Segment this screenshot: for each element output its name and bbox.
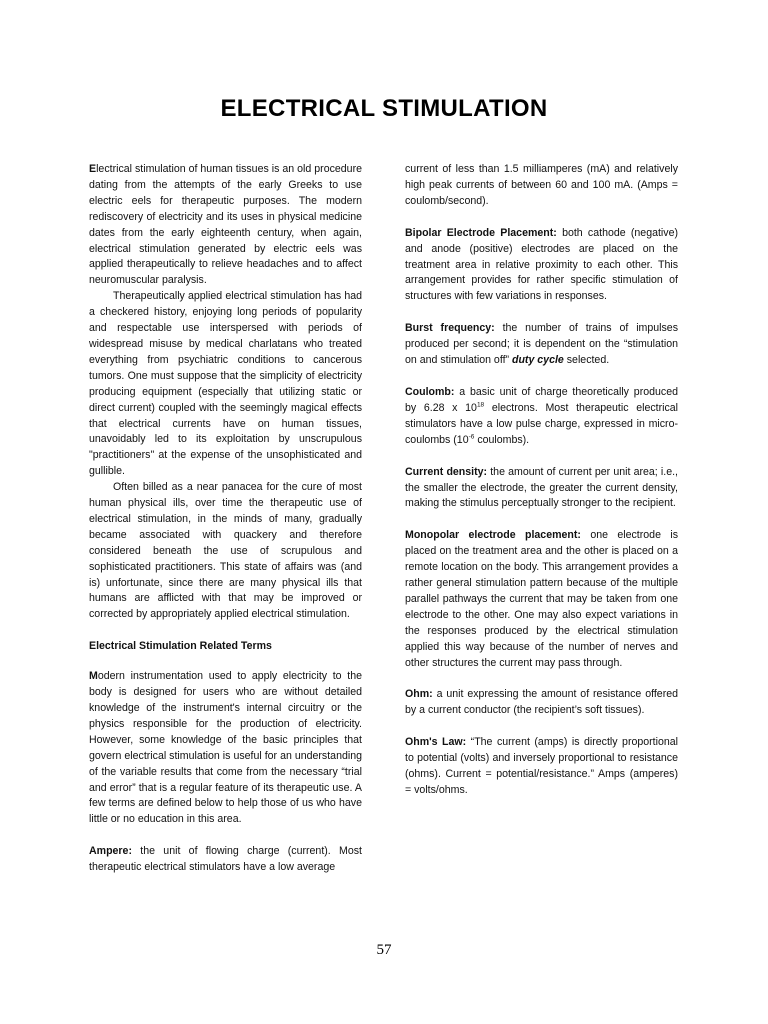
panacea-paragraph: Often billed as a near panacea for the cure of most human physical ills, over time the therapeutic use of electrical stimulation, in the minds of many, gradually became associated with quackery and therefore considered beneath the use of scrupulous and sophisticated practitioners. This state of affairs was (and is) unfortunate, since there are many physical ills that humans are afflicted with that may be improved or corrected by appropriately applied electrical stimulation. — [89, 481, 362, 621]
term-current-density: Current density: the amount of current per unit area; i.e., the smaller the electrode, the greater the current density, making the stimulus perceptually stronger to the recipient. — [405, 465, 678, 510]
term-ampere: Ampere: the unit of flowing charge (current). Most therapeutic electrical stimulators have a low average — [89, 845, 362, 874]
term-burst-frequency: Burst frequency: the number of trains of impulses produced per second; it is dependent on the “stimulation on and stimulation off” duty cycle selected. — [405, 322, 678, 367]
term-ohms-law: Ohm's Law: “The current (amps) is directly proportional to potential (volts) and inversely proportional to resistance (ohms). Current = potential/resistance.” Amps (amperes) = volts/ohms. — [405, 736, 678, 796]
drop-cap: M — [89, 670, 98, 683]
page-number: 57 — [376, 942, 392, 958]
history-paragraph: Therapeutically applied electrical stimulation has had a checkered history, enjoying long periods of popularity and respectable use interspersed with periods of widespread misuse by medical charlatans who treated everything from psychiatric conditions to cancerous tumors. One must suppose that the simplicity of electricity producing equipment (especially that utilizing static or direct current) coupled with the seemingly magical effects that electrical currents have on human tissues, unavoidably led to its exploitation by unscrupulous "practitioners" at the expense of the unsophisticated and gullible. — [89, 290, 362, 478]
term-coulomb: Coulomb: a basic unit of charge theoretically produced by 6.28 x $10^{18}$ electrons. Most therapeutic electrical stimulators have a low pulse charge, expressed in micro-coulombs ($10^{-6}$ coulombs). — [405, 385, 679, 446]
term-ampere-continued: current of less than 1.5 milliamperes (mA) and relatively high peak currents of between 60 and 100 mA. (Amps = coulomb/second). — [405, 163, 678, 207]
page-title: ELECTRICAL STIMULATION — [220, 95, 548, 122]
right-column — [405, 162, 678, 799]
drop-cap: E — [89, 163, 97, 175]
term-ohm: Ohm: a unit expressing the amount of resistance offered by a current conductor (the recipient’s soft tissues). — [405, 688, 678, 717]
term-monopolar: Monopolar electrode placement: one electrode is placed on the treatment area and the other is placed on a remote location on the body. This arrangement provides a rather general stimulation pattern because of the multiple parallel pathways the current that may be taken from one electrode to the other. One may also expect variations in the responses produced by the electrical stimulation applied this way because of the number of nerves and other structures the current may pass through. — [405, 529, 678, 669]
intro-paragraph: Electrical stimulation of human tissues is an old procedure dating from the attempts of the early Greeks to use electric eels for therapeutic purposes. The modern rediscovery of electricity and its uses in physical medicine dates from the early eighteenth century, when again, electrical stimulation generated by electric eels was applied therapeutically to relieve headaches and to affect neuromuscular paralysis. — [89, 163, 362, 287]
left-column — [89, 162, 362, 876]
instrumentation-paragraph: Modern instrumentation used to apply electricity to the body is designed for users who are without detailed knowledge of the instrument's internal circuitry or the physics responsible for the production of electricity. However, some knowledge of the basic principles that govern electrical stimulation is useful for an understanding of the variable results that come from the necessary “trial and error” that is a regular feature of its therapeutic use. A few terms are defined below to help those of us who have little or no education in this area. — [89, 670, 362, 826]
section-heading: Electrical Stimulation Related Terms — [89, 640, 272, 653]
term-bipolar: Bipolar Electrode Placement: both cathode (negative) and anode (positive) electrodes are placed on the treatment area in relative proximity to each other. This arrangement provides for rather specific stimulation of structures with few variations in responses. — [405, 226, 678, 303]
